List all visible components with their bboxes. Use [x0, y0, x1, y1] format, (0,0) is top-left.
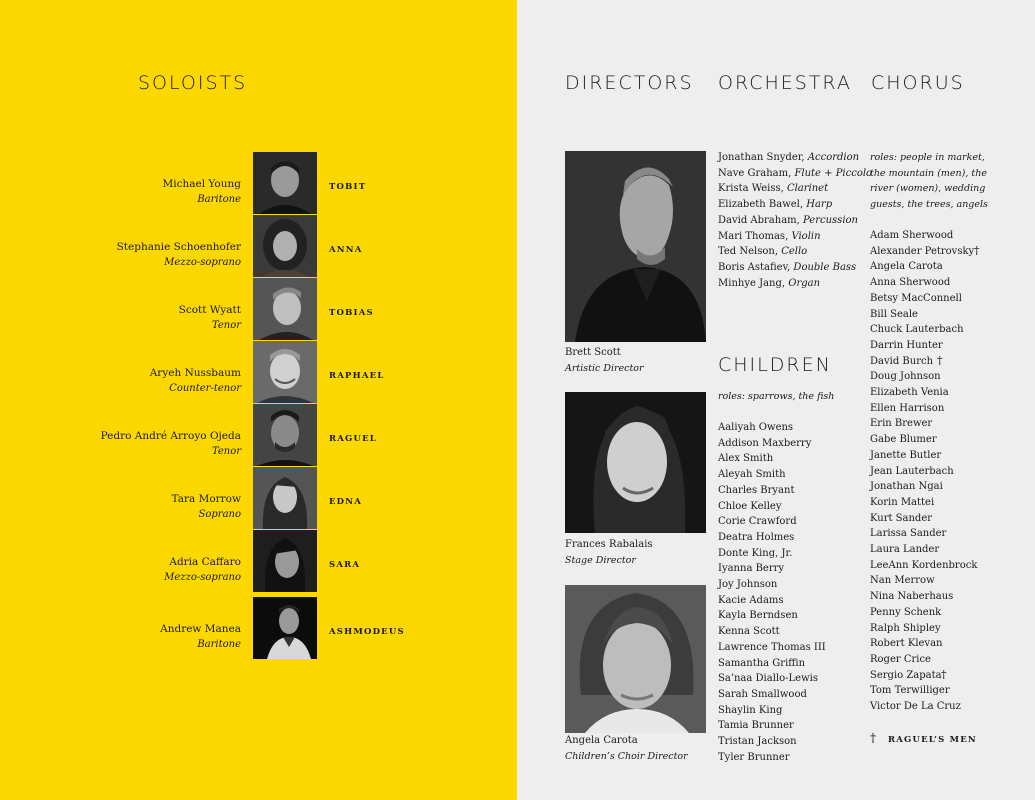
chorus-member: Erin Brewer: [870, 418, 933, 430]
orchestra-member: Mari Thomas, Violin: [718, 230, 821, 242]
soloist-name: Pedro André Arroyo Ojeda: [100, 430, 241, 442]
chorus-member: Roger Crice: [870, 653, 931, 665]
chorus-member: Alexander Petrovsky: [870, 245, 975, 257]
director-title: Stage Director: [565, 555, 636, 566]
child-member: Aleyah Smith: [718, 469, 786, 481]
chorus-member: Ralph Shipley: [870, 622, 941, 634]
director-photo: [565, 585, 706, 733]
soloist-headshot: [253, 341, 317, 403]
children-list: [718, 420, 826, 765]
soloist-headshot: [253, 215, 317, 277]
directors-heading: DIRECTORS: [565, 72, 694, 94]
soloist-role: ANNA: [329, 245, 363, 255]
chorus-member: Sergio Zapata: [870, 669, 942, 681]
soloist-headshot: [253, 467, 317, 529]
director-title: Artistic Director: [565, 363, 644, 374]
child-member: Joy Johnson: [718, 579, 778, 591]
chorus-member: Penny Schenk: [870, 606, 942, 618]
orchestra-member: Elizabeth Bawel, Harp: [718, 199, 833, 211]
soloist-headshot: [253, 152, 317, 214]
chorus-member: Jonathan Ngai: [870, 481, 943, 493]
soloist-voice: Mezzo-soprano: [164, 257, 241, 268]
soloist-role: TOBIT: [329, 182, 367, 192]
chorus-member: Ellen Harrison: [870, 402, 945, 414]
orchestra-member: Krista Weiss, Clarinet: [718, 183, 829, 195]
soloist-voice: Baritone: [197, 639, 241, 650]
soloist-role: ASHMODEUS: [329, 627, 405, 637]
child-member: Iyanna Berry: [718, 563, 785, 575]
soloist-entry: [0, 467, 517, 529]
soloist-voice: Tenor: [211, 446, 241, 457]
child-member: Aaliyah Owens: [718, 422, 794, 433]
director-name: Frances Rabalais: [565, 539, 653, 550]
chorus-heading: CHORUS: [871, 72, 965, 94]
child-member: Addison Maxberry: [718, 437, 812, 449]
child-member: Donte King, Jr.: [718, 547, 793, 559]
soloist-name: Andrew Manea: [160, 623, 241, 635]
chorus-member: David Burch: [870, 355, 934, 367]
child-member: Deatra Holmes: [718, 531, 795, 543]
soloist-name: Aryeh Nussbaum: [149, 367, 241, 379]
soloist-voice: Tenor: [211, 320, 241, 331]
director-name: Angela Carota: [565, 735, 638, 746]
soloist-name: Michael Young: [162, 178, 241, 190]
soloist-entry: [0, 341, 517, 403]
director-title: Children’s Choir Director: [565, 751, 688, 762]
soloist-entry: [0, 597, 517, 659]
soloist-voice: Mezzo-soprano: [164, 572, 241, 583]
child-member: Tamia Brunner: [718, 720, 794, 732]
chorus-member: Nina Naberhaus: [870, 591, 954, 603]
chorus-member: Elizabeth Venia: [870, 387, 949, 399]
soloist-role: EDNA: [329, 497, 363, 507]
chorus-member: Betsy MacConnell: [870, 292, 962, 304]
soloist-name: Stephanie Schoenhofer: [116, 241, 241, 253]
soloist-name: Adria Caffaro: [169, 556, 241, 568]
child-member: Kenna Scott: [718, 626, 780, 638]
orchestra-member: Ted Nelson, Cello: [718, 246, 808, 258]
child-member: Lawrence Thomas III: [718, 641, 826, 653]
soloist-entry: [0, 278, 517, 340]
legend-label: RAGUEL’S MEN: [888, 735, 977, 745]
chorus-member: Gabe Blumer: [870, 434, 937, 446]
soloist-voice: Soprano: [198, 509, 241, 520]
child-member: Tristan Jackson: [718, 736, 797, 748]
chorus-member: Bill Seale: [870, 308, 918, 320]
dagger-mark: †: [941, 668, 947, 681]
soloist-headshot: [253, 530, 317, 592]
soloist-role: TOBIAS: [329, 308, 374, 318]
chorus-roles-note: roles: people in market, the mountain (men), the river (women), wedding guests, the trees, angels: [870, 152, 988, 211]
chorus-member: Tom Terwilliger: [870, 685, 950, 697]
chorus-member: Anna Sherwood: [870, 277, 951, 289]
child-member: Sarah Smallwood: [718, 688, 807, 700]
orchestra-list: [718, 150, 872, 291]
soloist-role: SARA: [329, 560, 361, 570]
soloist-role: RAPHAEL: [329, 371, 385, 381]
chorus-member: Robert Klevan: [870, 638, 943, 650]
chorus-list: [870, 228, 977, 715]
chorus-member: LeeAnn Kordenbrock: [870, 559, 978, 571]
chorus-member: Korin Mattei: [870, 496, 935, 508]
child-member: Charles Bryant: [718, 484, 795, 496]
child-member: Kacie Adams: [718, 594, 784, 606]
director-name: Brett Scott: [565, 347, 621, 358]
chorus-member: Chuck Lauterbach: [870, 324, 964, 336]
soloist-role: RAGUEL: [329, 434, 377, 444]
child-member: Alex Smith: [718, 453, 774, 465]
soloist-headshot: [253, 597, 317, 659]
chorus-member: Darrin Hunter: [870, 339, 943, 351]
chorus-member: Jean Lauterbach: [870, 465, 954, 477]
dagger-mark: †: [974, 244, 980, 257]
legend-symbol: †: [870, 731, 876, 745]
orchestra-member: Boris Astafiev, Double Bass: [718, 261, 857, 273]
soloist-name: Scott Wyatt: [178, 304, 241, 316]
children-roles-note: roles: sparrows, the fish: [718, 391, 835, 402]
chorus-member: Doug Johnson: [870, 371, 941, 383]
soloist-entry: [0, 404, 517, 466]
orchestra-member: Jonathan Snyder, Accordion: [718, 152, 860, 163]
soloist-entry: [0, 530, 517, 592]
orchestra-member: Minhye Jang, Organ: [718, 277, 821, 289]
legend: [870, 731, 977, 745]
soloist-voice: Counter-tenor: [169, 383, 241, 394]
chorus-member: Laura Lander: [870, 544, 940, 556]
chorus-member: Victor De La Cruz: [870, 701, 961, 713]
director-photo: [565, 151, 706, 342]
soloists-heading: SOLOISTS: [138, 72, 248, 94]
child-member: Samantha Griffin: [718, 657, 806, 669]
soloist-headshot: [253, 278, 317, 340]
child-member: Kayla Berndsen: [718, 610, 798, 622]
chorus-member: Nan Merrow: [870, 575, 935, 587]
chorus-member: Janette Butler: [870, 449, 942, 461]
orchestra-member: David Abraham, Percussion: [718, 214, 858, 226]
dagger-mark: †: [937, 354, 943, 367]
soloist-entry: [0, 152, 517, 214]
chorus-member: Larissa Sander: [870, 528, 947, 540]
child-member: Tyler Brunner: [718, 751, 790, 763]
child-member: Corie Crawford: [718, 516, 797, 528]
orchestra-heading: ORCHESTRA: [718, 72, 852, 94]
children-heading: CHILDREN: [718, 354, 832, 376]
chorus-member: Adam Sherwood: [870, 230, 954, 241]
orchestra-member: Nave Graham, Flute + Piccolo: [718, 167, 873, 179]
chorus-member: Angela Carota: [870, 261, 943, 273]
child-member: Sa’naa Diallo-Lewis: [718, 673, 818, 685]
soloist-name: Tara Morrow: [171, 493, 241, 505]
director-photo: [565, 392, 706, 533]
child-member: Shaylin King: [718, 704, 783, 716]
soloist-entry: [0, 215, 517, 277]
child-member: Chloe Kelley: [718, 500, 782, 512]
soloist-headshot: [253, 404, 317, 466]
soloist-voice: Baritone: [197, 194, 241, 205]
chorus-member: Kurt Sander: [870, 512, 933, 524]
